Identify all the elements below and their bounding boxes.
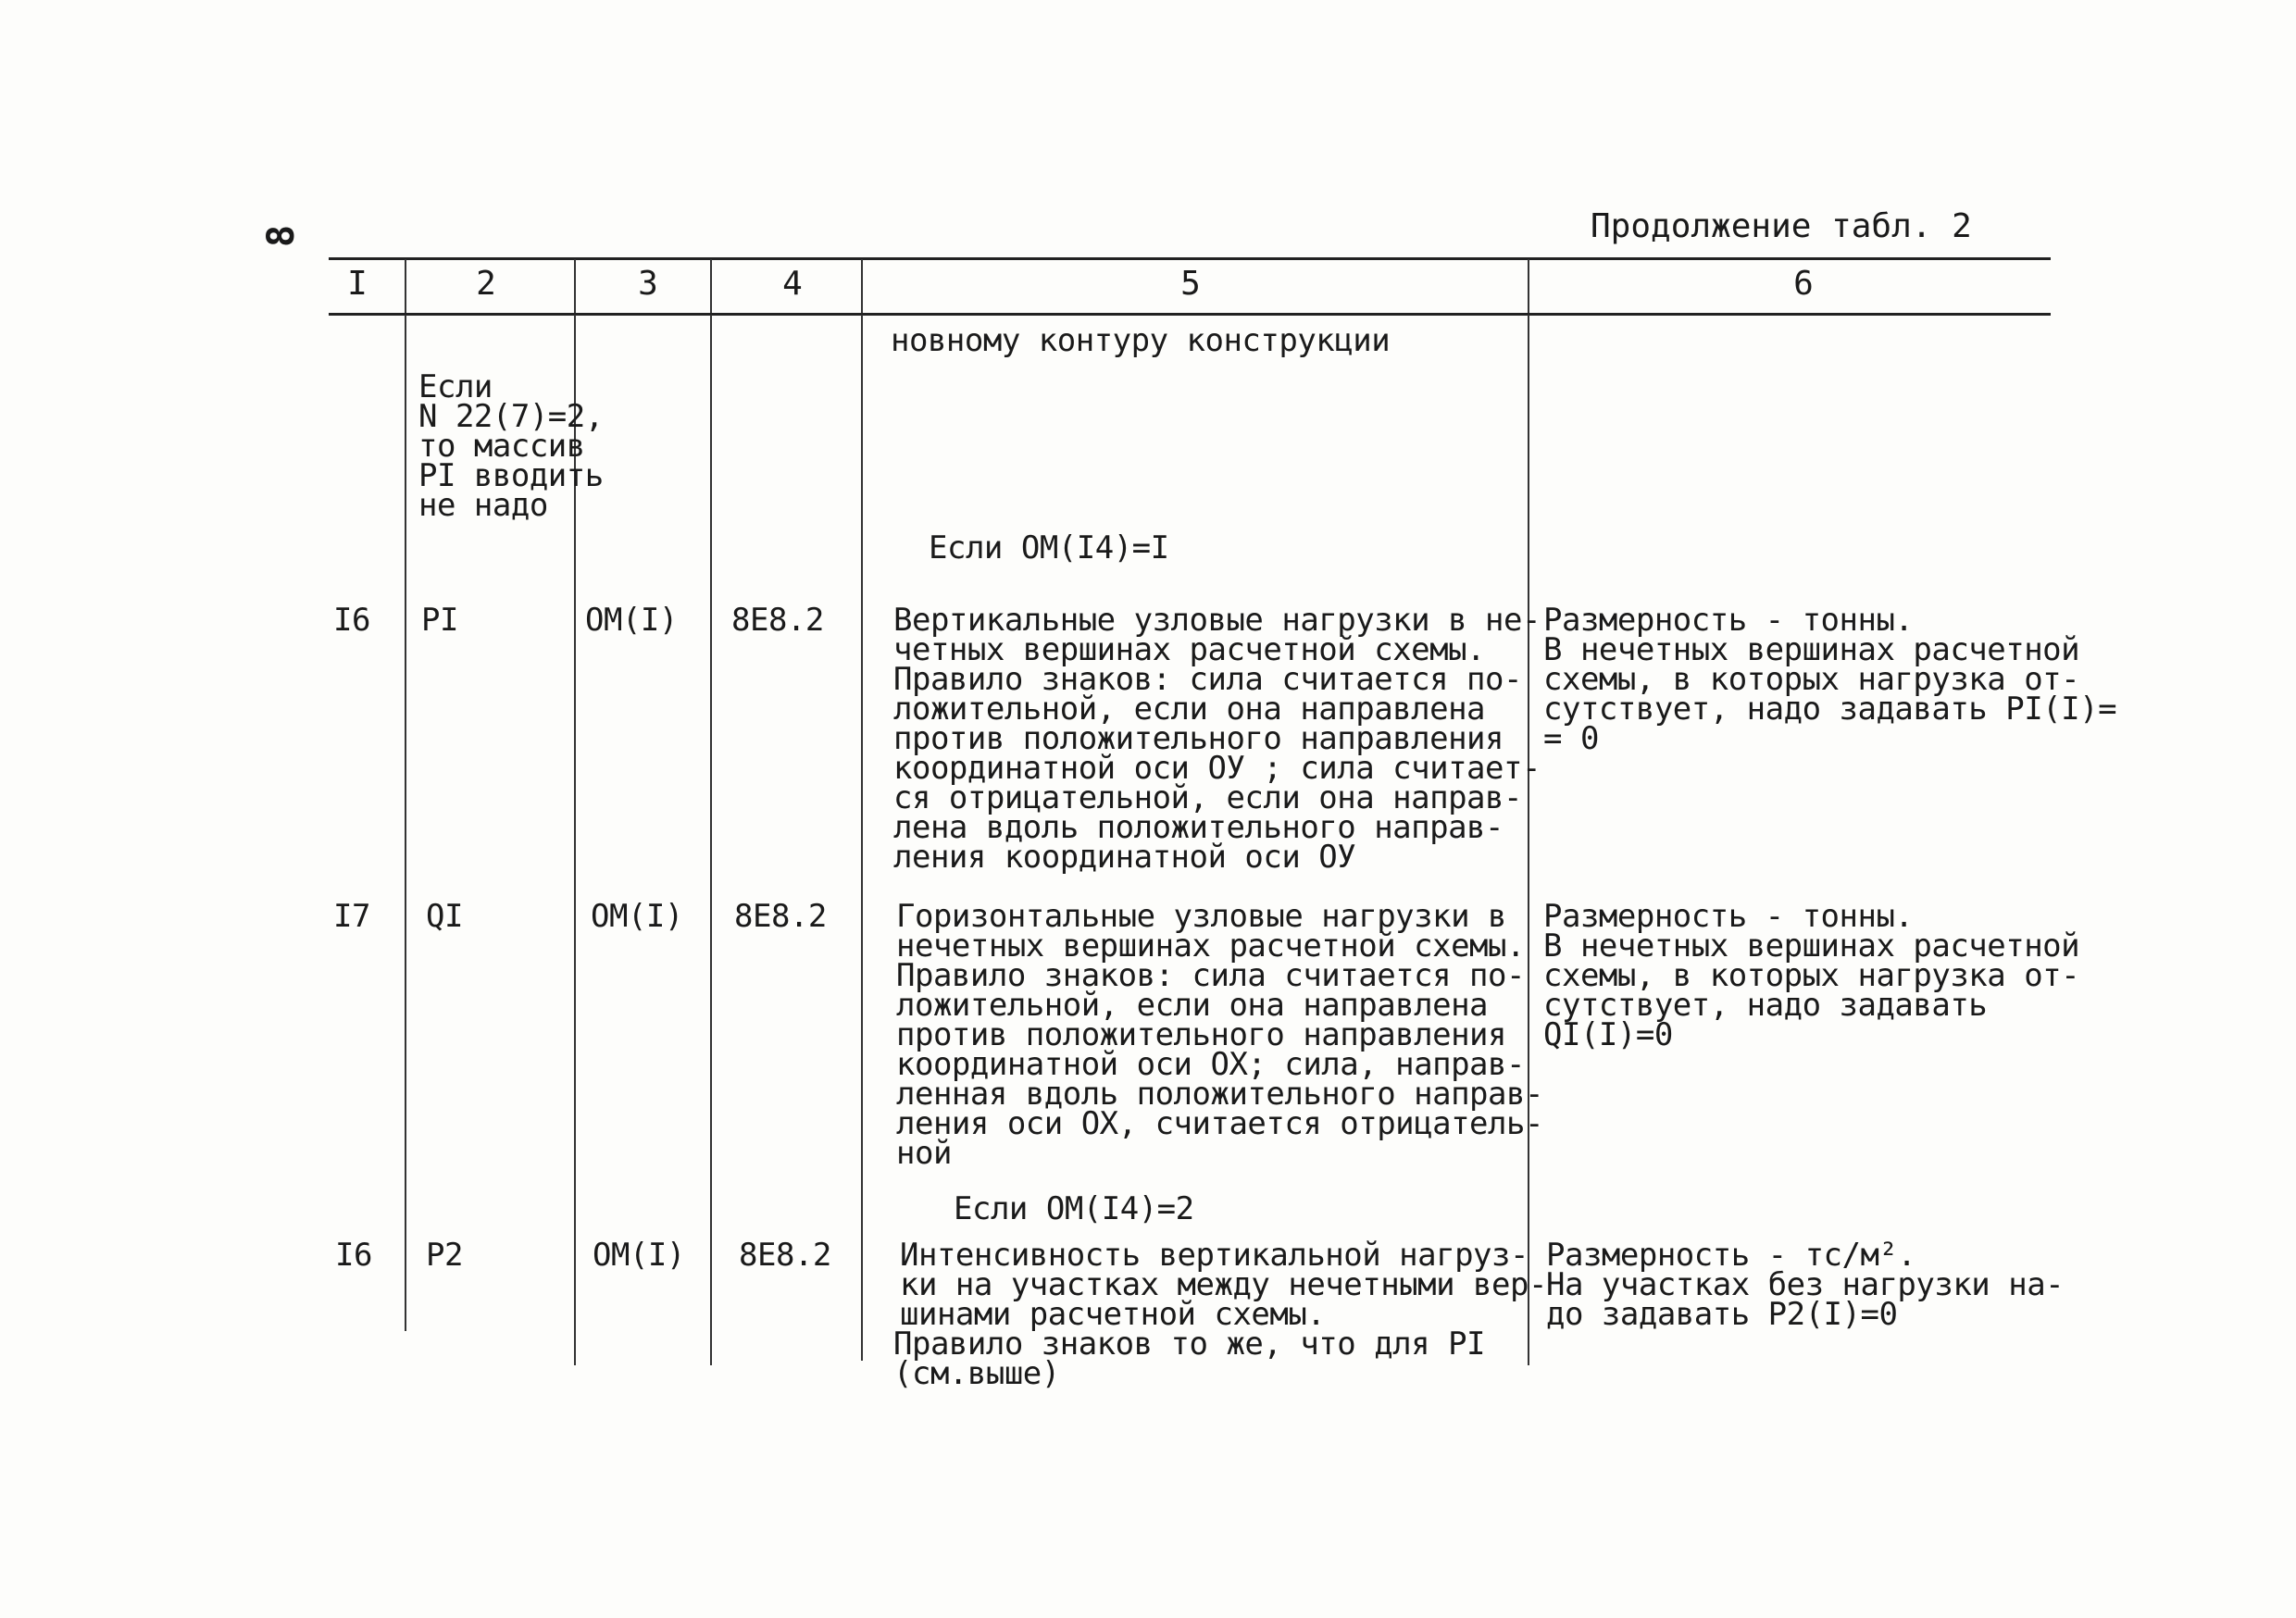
row1-note: Размерность - тонны. В нечетных вершинах расчетной схемы, в которых нагрузка от- сутствует, надо задавать PI(I)= = 0 <box>1543 602 2117 757</box>
column-header-2: 2 <box>476 265 496 303</box>
condition-label-2: Если ОМ(I4)=2 <box>954 1190 1194 1227</box>
row3-dimension: ОМ(I) <box>593 1237 685 1274</box>
row3-number: I6 <box>335 1237 372 1274</box>
col-sep-4-5 <box>861 259 863 313</box>
col-sep-5-6 <box>1528 259 1529 313</box>
row2-dimension: ОМ(I) <box>591 898 683 935</box>
column-header-1: I <box>347 265 368 303</box>
row1-format: 8E8.2 <box>731 602 824 639</box>
body-sep-3-4 <box>710 315 712 1365</box>
column-header-3: 3 <box>638 265 658 303</box>
column-header-4: 4 <box>782 265 803 303</box>
continuation-title: Продолжение табл. 2 <box>1591 207 1972 245</box>
row3-description-rule: Правило знаков то же, что для PI (см.выше) <box>893 1326 1486 1392</box>
row2-format: 8E8.2 <box>734 898 827 935</box>
row2-name: QI <box>426 898 463 935</box>
column-header-6: 6 <box>1793 265 1814 303</box>
row1-name: PI <box>421 602 458 639</box>
row3-name: P2 <box>426 1237 463 1274</box>
column-header-5: 5 <box>1180 265 1201 303</box>
row3-description: Интенсивность вертикальной нагруз- ки на участках между нечетными вер- шинами расчетной схемы. <box>900 1237 1547 1333</box>
row3-format: 8E8.2 <box>739 1237 831 1274</box>
row1-dimension: ОМ(I) <box>585 602 678 639</box>
body-sep-1-2 <box>405 315 406 1331</box>
header-bottom-rule <box>329 313 2051 316</box>
row1-description: Вертикальные узловые нагрузки в не- четных вершинах расчетной схемы. Правило знаков: сила считается по- ложительной, если она направлена против положительного направления координатной оси ОУ ; сила считает- ся отрицательной, если она направ- лена вдоль положительного направ- ления координатной оси ОУ <box>893 602 1541 876</box>
row2-description: Горизонтальные узловые нагрузки в нечетных вершинах расчетной схемы. Правило знаков: сила считается по- ложительной, если она направлена против положительного направления координатной оси ОХ; сила, направ- ленная вдоль положительного направ- ления оси ОХ, считается отрицатель- ной <box>896 898 1543 1172</box>
continued-description: новному контуру конструкции <box>891 322 1391 359</box>
col-sep-2-3 <box>574 259 576 313</box>
col-sep-3-4 <box>710 259 712 313</box>
condition-label-1: Если ОМ(I4)=I <box>929 529 1169 566</box>
row2-number: I7 <box>333 898 370 935</box>
row3-note: Размерность - тс/м². На участках без нагрузки на- до задавать P2(I)=0 <box>1546 1237 2065 1333</box>
page-number: 8 <box>260 224 304 248</box>
col-sep-1-2 <box>405 259 406 313</box>
column-2-note: Если N 22(7)=2, то массив PI вводить не надо <box>418 368 604 524</box>
row2-note: Размерность - тонны. В нечетных вершинах расчетной схемы, в которых нагрузка от- сутствует, надо задавать QI(I)=0 <box>1543 898 2080 1053</box>
body-sep-4-5 <box>861 315 863 1361</box>
header-top-rule <box>329 257 2051 260</box>
row1-number: I6 <box>333 602 370 639</box>
